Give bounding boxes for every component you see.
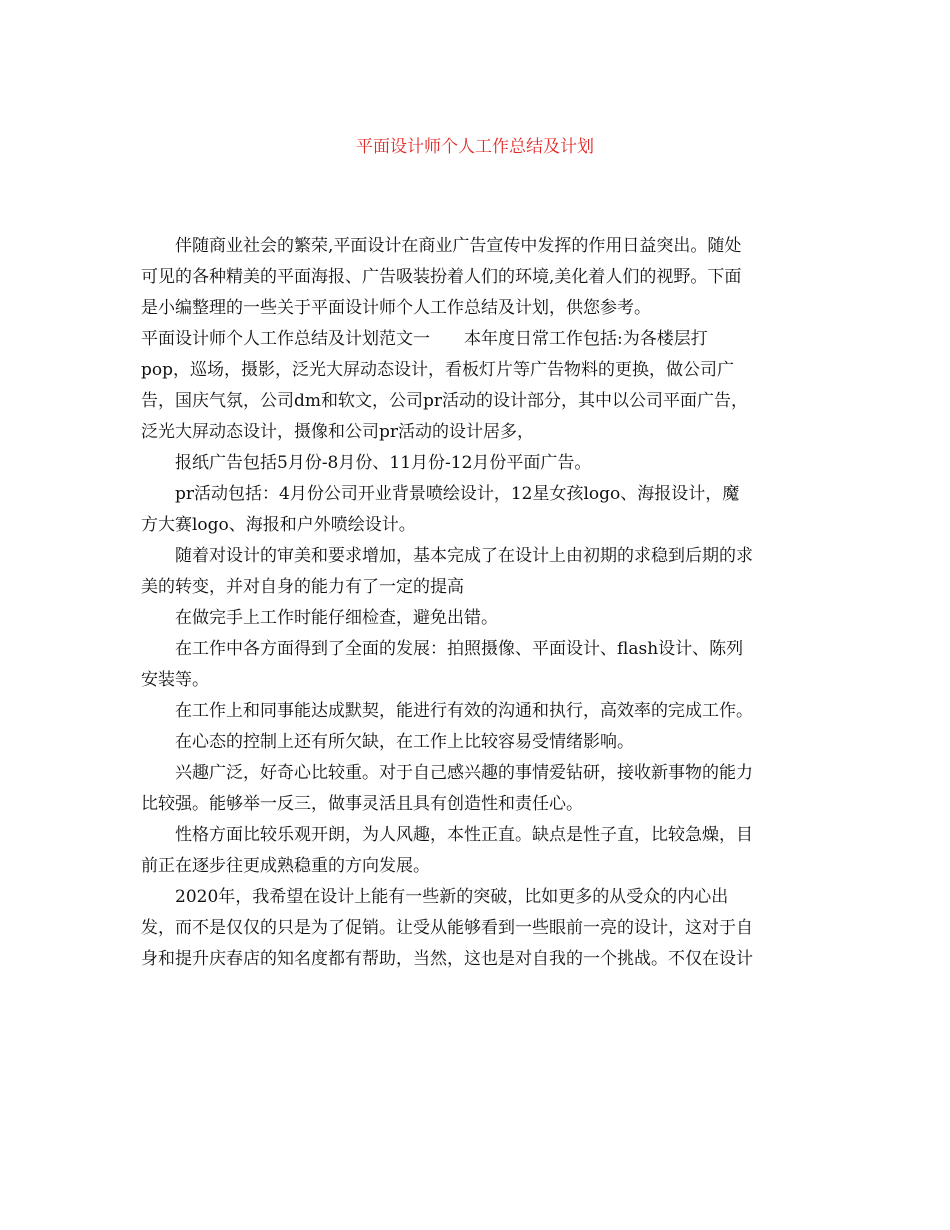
text-line: 平面设计师个人工作总结及计划范文一 本年度日常工作包括:为各楼层打 (141, 329, 708, 349)
text-line: 是小编整理的一些关于平面设计师个人工作总结及计划，供您参考。 (141, 298, 651, 318)
text-line: 方大赛logo、海报和户外喷绘设计。 (141, 515, 416, 535)
text-line: 伴随商业社会的繁荣,平面设计在商业广告宣传中发挥的作用日益突出。随处 (175, 236, 742, 256)
text-line: 兴趣广泛，好奇心比较重。对于自己感兴趣的事情爱钻研，接收新事物的能力 (175, 763, 753, 783)
document-body (141, 231, 813, 975)
text-line: 前正在逐步往更成熟稳重的方向发展。 (141, 856, 430, 876)
document-title: 平面设计师个人工作总结及计划 (356, 137, 594, 157)
text-line: 泛光大屏动态设计，摄像和公司pr活动的设计居多， (141, 422, 535, 442)
text-line: 在心态的控制上还有所欠缺，在工作上比较容易受情绪影响。 (175, 732, 634, 752)
text-line: 在工作中各方面得到了全面的发展：拍照摄像、平面设计、flash设计、陈列 (175, 639, 744, 659)
text-line: 身和提升庆春店的知名度都有帮助，当然，这也是对自我的一个挑战。不仅在设计 (141, 949, 753, 969)
text-line: 安装等。 (141, 670, 209, 690)
text-line: 告，国庆气氛，公司dm和软文，公司pr活动的设计部分，其中以公司平面广告， (141, 391, 749, 411)
text-line: 发，而不是仅仅的只是为了促销。让受从能够看到一些眼前一亮的设计，这对于自 (141, 918, 753, 938)
text-line: 2020年，我希望在设计上能有一些新的突破，比如更多的从受众的内心出 (175, 887, 729, 907)
text-line: 性格方面比较乐观开朗，为人风趣，本性正直。缺点是性子直，比较急燥，目 (175, 825, 753, 845)
text-line: 在做完手上工作时能仔细检查，避免出错。 (175, 608, 498, 628)
text-line: pr活动包括：4月份公司开业背景喷绘设计，12星女孩logo、海报设计，魔 (175, 484, 740, 504)
text-line: 美的转变，并对自身的能力有了一定的提高 (141, 577, 464, 597)
text-line: 可见的各种精美的平面海报、广告吸装扮着人们的环境,美化着人们的视野。下面 (141, 267, 742, 287)
text-line: 比较强。能够举一反三，做事灵活且具有创造性和责任心。 (141, 794, 583, 814)
text-line: 随着对设计的审美和要求增加，基本完成了在设计上由初期的求稳到后期的求 (175, 546, 753, 566)
text-line: pop，巡场，摄影，泛光大屏动态设计，看板灯片等广告物料的更换，做公司广 (141, 360, 734, 380)
text-line: 报纸广告包括5月份-8月份、11月份-12月份平面广告。 (175, 453, 592, 473)
text-line: 在工作上和同事能达成默契，能进行有效的沟通和执行，高效率的完成工作。 (175, 701, 753, 721)
